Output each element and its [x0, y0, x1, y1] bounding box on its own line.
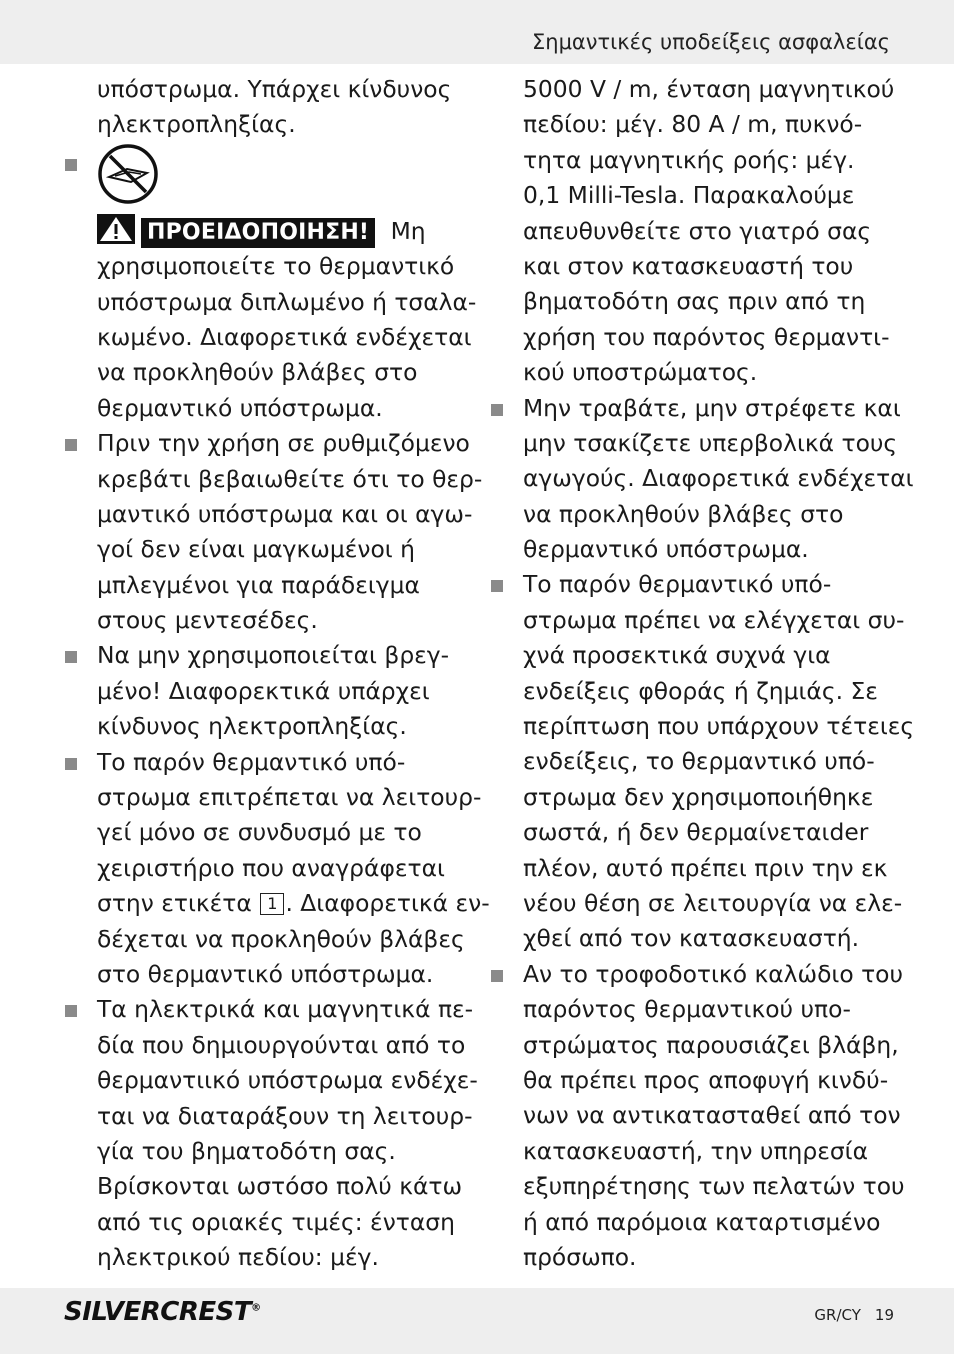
- warning-triangle-icon: [97, 214, 135, 244]
- text-line: ενδείξεις φθοράς ή ζημιάς. Σε: [523, 676, 878, 705]
- text-line: χρήση του παρόντος θερμαντι-: [523, 322, 890, 351]
- text-fragment: Το παρόν θερμαντικό υπό-: [523, 570, 832, 599]
- text-fragment: Μην τραβάτε, μην στρέφετε και: [523, 393, 901, 422]
- text-line: στρωμα επιτρέπεται να λειτουρ-: [97, 783, 482, 812]
- text-line: και στον κατασκευαστή του: [523, 251, 854, 280]
- text-line: δία που δημιουργούνται από το: [97, 1030, 466, 1059]
- warning-list-item: [97, 143, 477, 426]
- text-line: αγωγούς. Διαφορετικά ενδέχεται: [523, 464, 914, 493]
- text-line: Βρίσκονται ωστόσο πολύ κάτω: [97, 1172, 463, 1201]
- text-line: να προκληθούν βλάβες στο: [97, 358, 418, 387]
- text-line: 0,1 Milli-Tesla. Παρακαλούμε: [523, 181, 855, 210]
- text-line: ενδείξεις, το θερμαντικό υπό-: [523, 747, 875, 776]
- page-meta: [814, 1306, 894, 1324]
- text-line: στρώματος παρουσιάζει βλάβη,: [523, 1030, 899, 1059]
- text-line: νων να αντικατασταθεί από τον: [523, 1101, 901, 1130]
- text-line: βηματοδότη σας πριν από τη: [523, 287, 866, 316]
- square-bullet-icon: [65, 159, 77, 171]
- text-line: πεδίου: μέγ. 80 A / m, πυκνό-: [523, 110, 863, 139]
- text-line: μπλεγμένοι για παράδειγμα: [97, 570, 420, 599]
- text-line: στους μεντεσέδες.: [97, 606, 318, 635]
- text-line: υπόστρωμα. Υπάρχει κίνδυνος: [97, 75, 452, 103]
- text-line: [97, 745, 465, 780]
- text-fragment: Μη: [383, 216, 426, 245]
- text-line: ται να διαταράξουν τη λειτουρ-: [97, 1101, 473, 1130]
- text-line: να προκληθούν βλάβες στο: [523, 499, 844, 528]
- square-bullet-icon: [65, 1005, 77, 1017]
- text-line: θα πρέπει προς αποφυγή κινδύ-: [523, 1065, 889, 1094]
- text-fragment: Το παρόν θερμαντικό υπό-: [97, 747, 406, 776]
- text-line: ή από παρόμοια καταρτισμένο: [523, 1207, 881, 1236]
- right-column: [523, 72, 915, 1275]
- square-bullet-icon: [65, 439, 77, 451]
- text-line: θερμαντικό υπόστρωμα.: [97, 393, 383, 422]
- text-line: [523, 391, 901, 426]
- text-line: κρεβάτι βεβαιωθείτε ότι το θερ-: [97, 464, 483, 493]
- text-line: χρησιμοποιείτε το θερμαντικό: [97, 252, 455, 281]
- text-line: στρωμα δεν χρησιμοποιήθηκε: [523, 782, 874, 811]
- list-item: [97, 638, 465, 744]
- text-line: γία του βηματοδότη σας.: [97, 1136, 396, 1165]
- text-line: [523, 567, 893, 602]
- text-line: [97, 638, 465, 673]
- text-line: [97, 886, 490, 921]
- text-line: γεί μόνο σε συνδυσμό με το: [97, 818, 422, 847]
- text-line: γοί δεν είναι μαγκωμένοι ή: [97, 535, 415, 564]
- list-item: [97, 745, 490, 993]
- warning-label: ΠΡΟΕΙΔΟΠΟΙΗΣΗ!: [141, 218, 375, 248]
- text-line: κίνδυνος ηλεκτροπληξίας.: [97, 712, 407, 741]
- text-line: υπόστρωμα διπλωμένο ή τσαλα-: [97, 287, 477, 316]
- text-line: [97, 992, 474, 1027]
- text-fragment: Τα ηλεκτρικά και μαγνητικά πε-: [97, 995, 474, 1024]
- section-title: Σημαντικές υποδείξεις ασφαλείας: [531, 30, 890, 54]
- text-line: [523, 957, 903, 992]
- text-fragment: Πριν την χρήση σε ρυθμιζόμενο: [97, 429, 470, 458]
- text-line: περίπτωση που υπάρχουν τέτειες: [523, 712, 915, 741]
- text-line: ηλεκτροπληξίας.: [97, 110, 296, 139]
- continuation-paragraph: [523, 72, 893, 391]
- text-line: τητα μαγνητικής ροής: μέγ.: [523, 145, 855, 174]
- text-line: στρωμα πρέπει να ελέγχεται συ-: [523, 605, 905, 634]
- text-line: κωμένο. Διαφορετικά ενδέχεται: [97, 322, 472, 351]
- text-line: θερμαντικό υπόστρωμα.: [523, 535, 809, 564]
- text-fragment: Αν το τροφοδοτικό καλώδιο του: [523, 959, 903, 988]
- text-line: 5000 V / m, ένταση μαγνητικού: [523, 75, 895, 103]
- text-line: θερμαντιικό υπόστρωμα ενδέχε-: [97, 1066, 478, 1095]
- text-line: μαντικό υπόστρωμα και οι αγω-: [97, 499, 473, 528]
- list-item: [97, 426, 483, 638]
- left-column: [97, 72, 490, 1276]
- list-item: [523, 957, 905, 1276]
- text-fragment: στην ετικέτα: [97, 889, 260, 918]
- text-line: στο θερμαντικό υπόστρωμα.: [97, 959, 434, 988]
- text-line: νέου θέση σε λειτουργία να ελε-: [523, 888, 903, 917]
- text-line: [97, 426, 470, 461]
- text-line: από τις οριακές τιμές: ένταση: [97, 1207, 455, 1236]
- text-line: χθεί από τον κατασκευαστή.: [523, 924, 860, 953]
- locale-code: GR/CY: [814, 1306, 861, 1324]
- square-bullet-icon: [65, 758, 77, 770]
- text-fragment: Να μην χρησιμοποιείται βρεγ-: [97, 641, 450, 670]
- list-item: [523, 391, 914, 568]
- label-reference-number: 1: [260, 893, 284, 915]
- text-line: παρόντος θερμαντικού υπο-: [523, 995, 851, 1024]
- text-line: κατασκευαστή, την υπηρεσία: [523, 1136, 869, 1165]
- symbol-line: [97, 143, 465, 214]
- text-line: εξυπηρέτησης των πελατών του: [523, 1172, 905, 1201]
- brand-name: SILVERCREST: [64, 1297, 252, 1327]
- square-bullet-icon: [491, 580, 503, 592]
- square-bullet-icon: [491, 970, 503, 982]
- text-line: πρόσωπο.: [523, 1242, 637, 1271]
- text-line: ηλεκτρικού πεδίου: μέγ.: [97, 1243, 379, 1272]
- text-line: κού υποστρώματος.: [523, 358, 758, 387]
- text-line: απευθυνθείτε στο γιατρό σας: [523, 216, 872, 245]
- text-line: πλέον, αυτό πρέπει πριν την εκ: [523, 853, 888, 882]
- text-line: μένο! Διαφορεκτικά υπάρχει: [97, 676, 430, 705]
- text-line: χειριστήριο που αναγράφεται: [97, 853, 445, 882]
- text-line: χνά προσεκτικά συχνά για: [523, 641, 831, 670]
- square-bullet-icon: [491, 404, 503, 416]
- brand-logo: [64, 1297, 261, 1327]
- warning-line: [97, 214, 465, 249]
- page-number: 19: [874, 1306, 894, 1324]
- list-item: [523, 567, 915, 956]
- text-line: μην τσακίζετε υπερβολικά τους: [523, 428, 898, 457]
- text-line: σωστά, ή δεν θερμαίνεταιder: [523, 818, 869, 847]
- square-bullet-icon: [65, 651, 77, 663]
- do-not-fold-icon: [97, 143, 159, 205]
- text-fragment: . Διαφορετικά εν-: [285, 889, 490, 918]
- list-item: [97, 992, 478, 1275]
- registered-mark: ®: [251, 1302, 261, 1314]
- text-line: δέχεται να προκληθούν βλάβες: [97, 924, 465, 953]
